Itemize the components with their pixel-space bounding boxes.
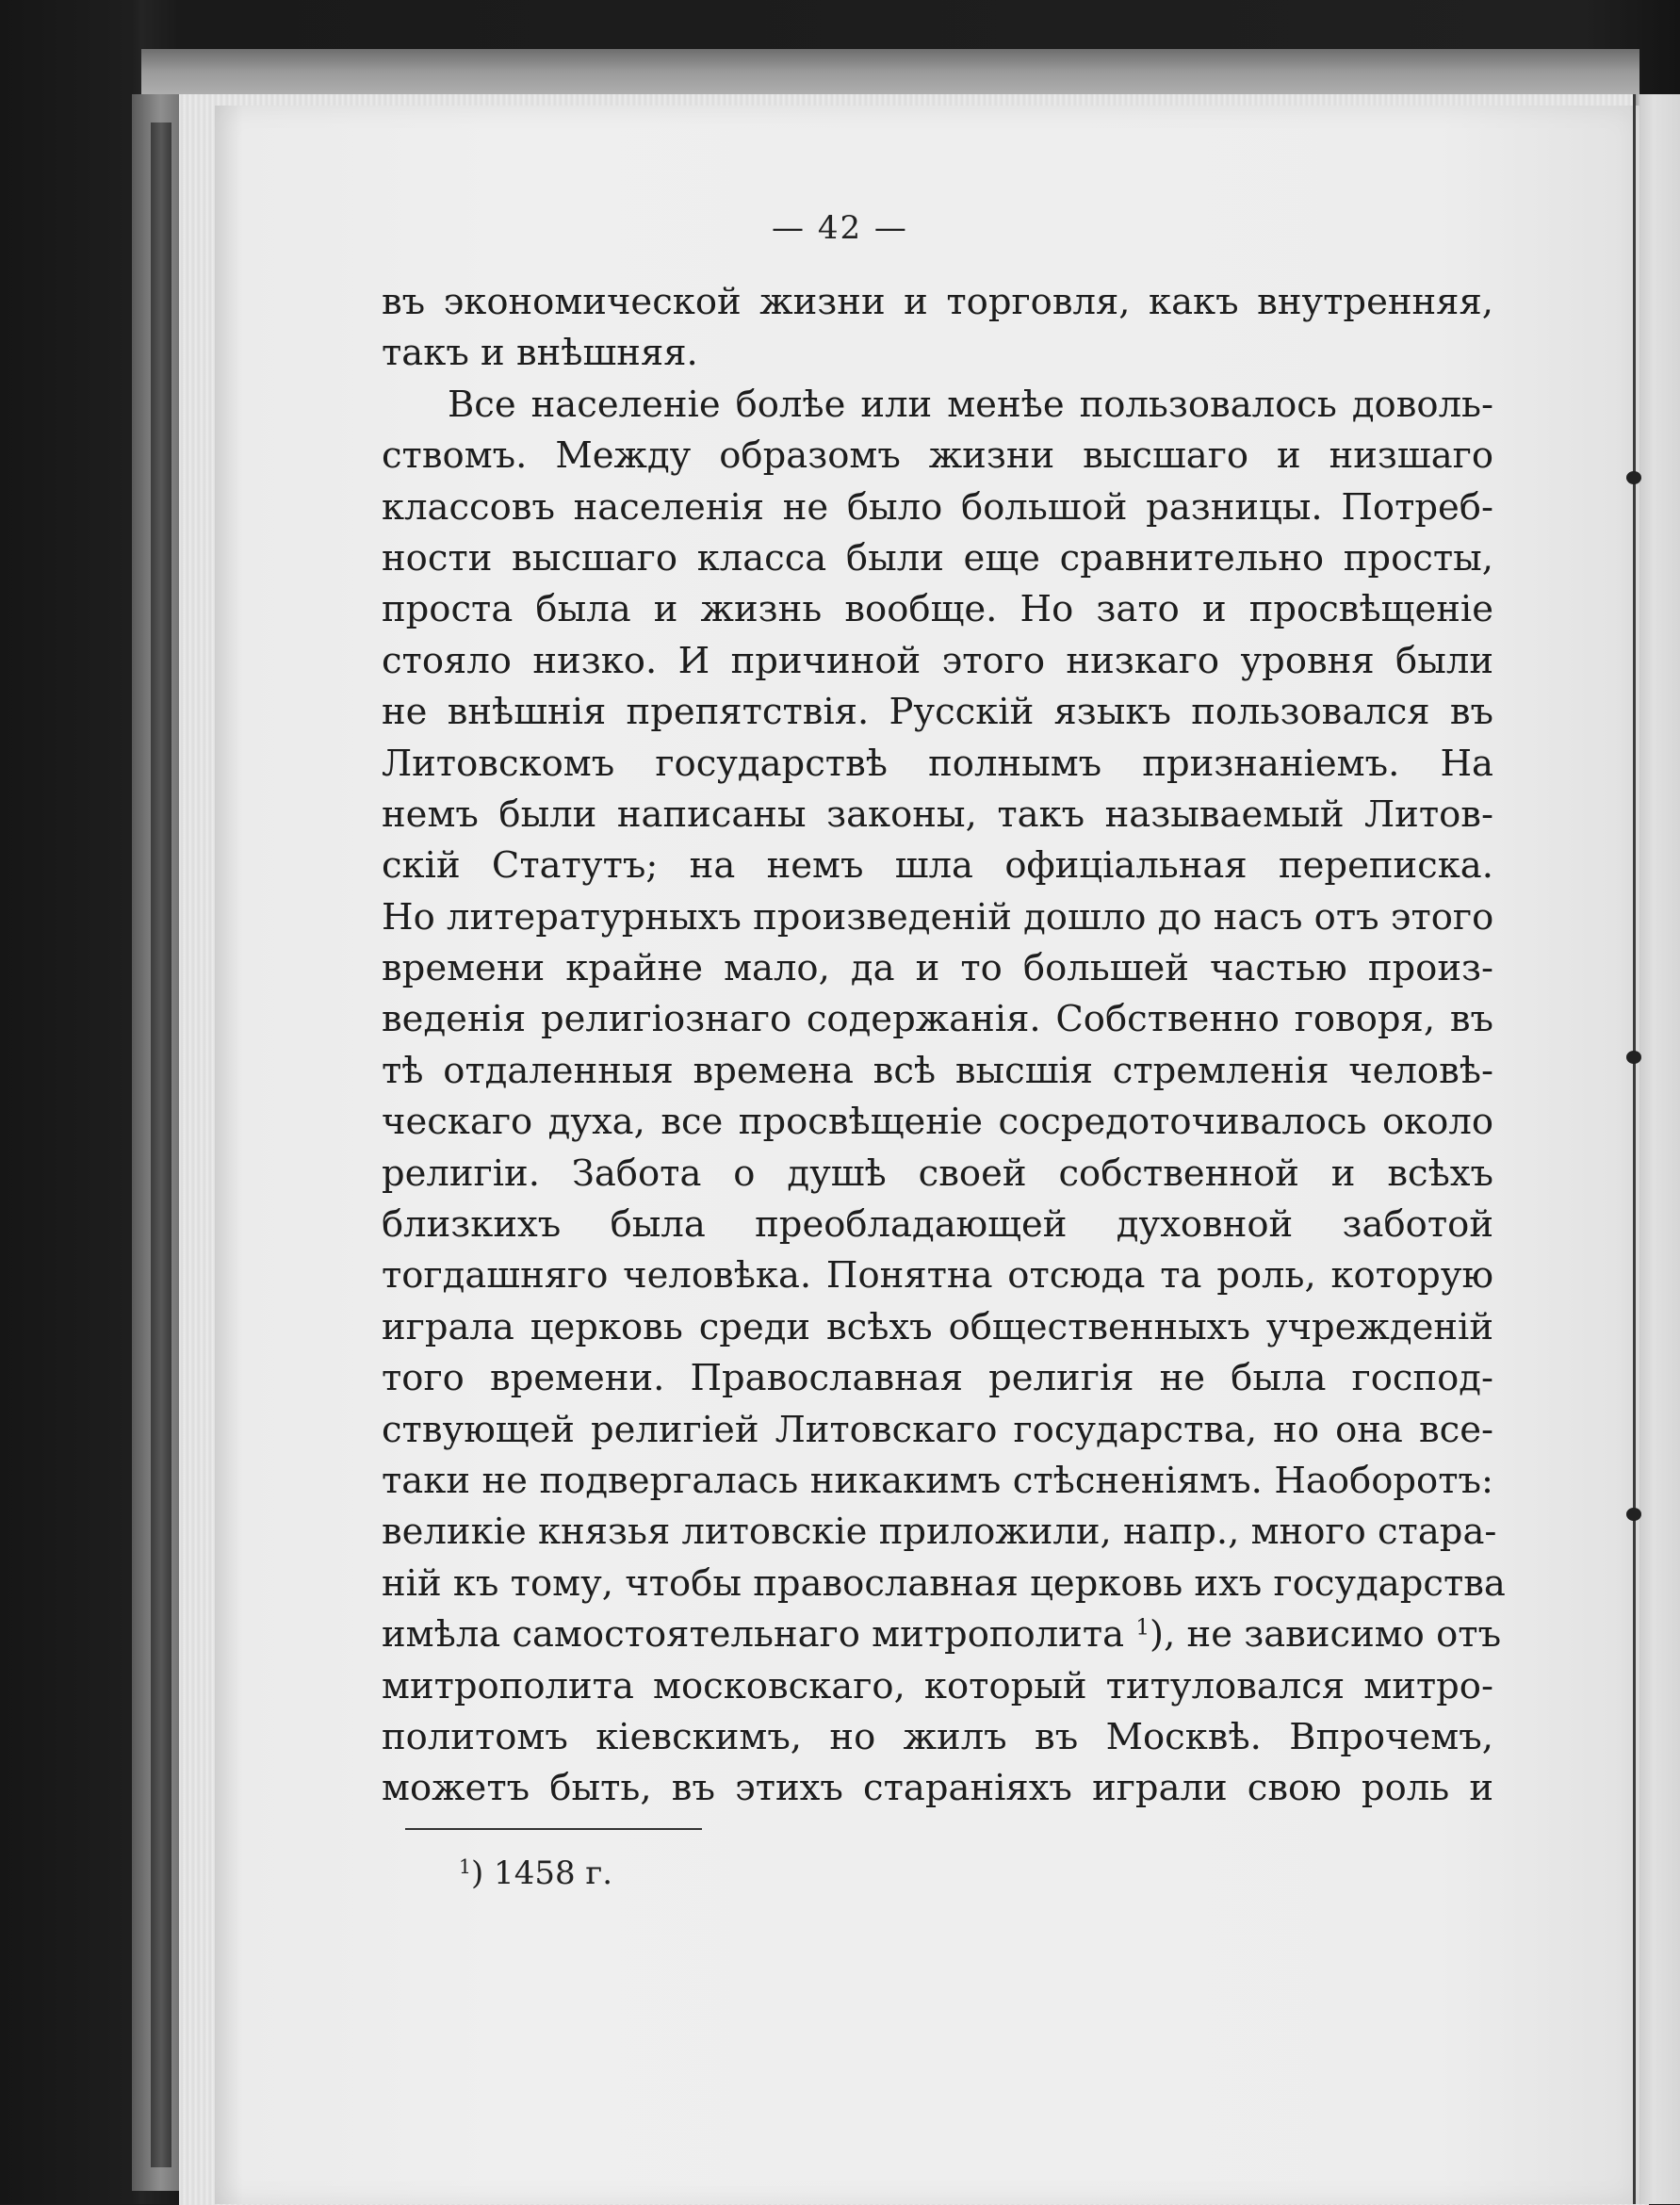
text-line: великіе князья литовскіе приложили, напр., много стара- [382,1511,1497,1554]
text-line: религіи. Забота о душѣ своей собственной и всѣхъ [382,1152,1493,1195]
page-number: — 42 — [772,209,908,247]
binding-gutter [1633,94,1636,2204]
text-line: играла церковь среди всѣхъ общественныхъ учрежденій [382,1305,1493,1348]
text-line: тѣ отдаленныя времена всѣ высшія стремленія человѣ- [382,1049,1493,1092]
text-line: не внѣшнія препятствія. Русскій языкъ пользовался въ [382,691,1493,734]
text-line: Литовскомъ государствѣ полнымъ признаніемъ. На [382,742,1493,785]
text-line: немъ были написаны законы, такъ называемый Литов- [382,792,1493,836]
text-line: ствующей религіей Литовскаго государства, но она все- [382,1408,1493,1451]
text-line-paragraph-start: Все населеніе болѣе или менѣе пользовалось доволь- [448,383,1493,426]
text-line: времени крайне мало, да и то большей частью произ- [382,947,1493,990]
text-line: веденія религіознаго содержанія. Собственно говоря, въ [382,998,1493,1041]
text-line: близкихъ была преобладающей духовной заботой [382,1203,1493,1247]
text-line: Но литературныхъ произведеній дошло до насъ отъ этого [382,895,1494,939]
text-line: скій Статутъ; на немъ шла офиціальная переписка. [382,844,1493,888]
footnote-text: ) 1458 г. [470,1854,613,1892]
text-line: проста была и жизнь вообще. Но зато и просвѣщеніе [382,588,1493,631]
binding-stitch [1626,1051,1641,1064]
footnote-marker: 1 [459,1854,471,1878]
text-line: ній къ тому, чтобы православная церковь ихъ государства [382,1561,1506,1605]
binding-stitch [1626,471,1641,484]
text-line: ческаго духа, все просвѣщеніе сосредоточивалось около [382,1101,1493,1144]
text-line: такъ и внѣшняя. [382,332,698,375]
text-line: въ экономической жизни и торговля, какъ внутренняя, [382,281,1493,323]
text-line: можетъ быть, въ этихъ стараніяхъ играли свою роль и [382,1767,1493,1810]
text-line-head: имѣла самостоятельнаго митрополита [382,1613,1125,1657]
body-text [382,277,1506,1815]
footnote-separator [405,1828,702,1830]
cover-board-spine-shadow [151,122,171,2167]
text-line: того времени. Православная религія не была господ- [382,1357,1493,1400]
text-line-with-footnote-ref [382,1609,1502,1660]
text-line: ствомъ. Между образомъ жизни высшаго и низшаго [382,434,1493,478]
facing-page-edge [1635,94,1680,2204]
text-line: политомъ кіевскимъ, но жилъ въ Москвѣ. Впрочемъ, [382,1715,1493,1758]
footnote-reference[interactable]: 1 [1135,1615,1150,1641]
binding-stitch [1626,1508,1641,1521]
text-line: таки не подвергалась никакимъ стѣсненіямъ. Наоборотъ: [382,1459,1493,1502]
text-line: митрополита московскаго, который титуловался митро- [382,1664,1493,1707]
text-line: ности высшаго класса были еще сравнительно просты, [382,536,1493,580]
text-line: стояло низко. И причиной этого низкаго уровня были [382,639,1493,682]
text-line-tail: ), не зависимо отъ [1150,1613,1502,1657]
footnote [459,1854,612,1892]
text-line: тогдашняго человѣка. Понятна отсюда та роль, которую [382,1254,1493,1298]
text-line: классовъ населенія не было большой разницы. Потреб- [382,485,1493,529]
